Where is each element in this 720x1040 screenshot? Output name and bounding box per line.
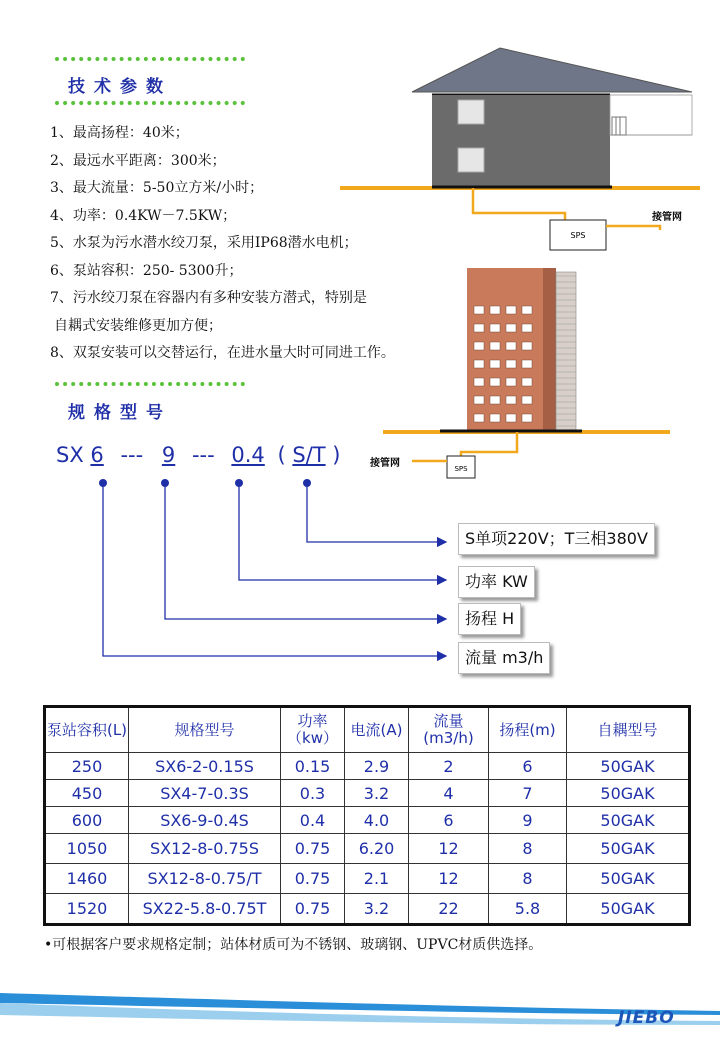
table-cell: 6.20 bbox=[345, 834, 409, 864]
footer-wave bbox=[0, 985, 720, 1040]
table-cell: 1050 bbox=[45, 834, 129, 864]
model-head: 9 bbox=[161, 443, 176, 467]
table-cell: 50GAK bbox=[567, 780, 690, 807]
table-row bbox=[45, 753, 690, 780]
spec-item: 4、功率：0.4KW－7.5KW； bbox=[50, 207, 237, 224]
model-sep: --- bbox=[120, 443, 144, 467]
table-cell: 3.2 bbox=[345, 894, 409, 925]
col-header: 功率（kw） bbox=[281, 707, 345, 753]
model-close: ) bbox=[332, 443, 341, 467]
table-row bbox=[45, 834, 690, 864]
table-cell: SX6-2-0.15S bbox=[129, 753, 281, 780]
building-pipe-label: 接管网 bbox=[370, 458, 400, 469]
legend-power: 功率 KW bbox=[458, 566, 535, 598]
legend-line-head bbox=[165, 484, 446, 619]
brand-logo: JIEBO bbox=[618, 1008, 675, 1028]
col-header: 流量(m3/h) bbox=[409, 707, 489, 753]
legend-line-power bbox=[239, 484, 446, 580]
table-cell: 6 bbox=[409, 807, 489, 834]
legend-dot bbox=[303, 479, 311, 487]
spec-item: 3、最大流量：5-50立方米/小时； bbox=[50, 180, 264, 196]
table-cell: SX22-5.8-0.75T bbox=[129, 894, 281, 925]
spec-item: 1、最高扬程：40米； bbox=[50, 125, 189, 141]
table-cell: 9 bbox=[489, 807, 567, 834]
table-cell: 4.0 bbox=[345, 807, 409, 834]
model-prefix: SX bbox=[56, 443, 84, 467]
model-flow: 6 bbox=[90, 443, 104, 467]
spec-item: 自耦式安装维修更加方便； bbox=[54, 317, 222, 334]
footnote: •可根据客户要求规格定制；站体材质可为不锈钢、玻璃钢、UPVC材质供选择。 bbox=[44, 937, 543, 953]
building-sps-label: SPS bbox=[454, 465, 468, 473]
table-cell: 0.75 bbox=[281, 894, 345, 925]
table-cell: 2.9 bbox=[345, 753, 409, 780]
table-cell: SX12-8-0.75S bbox=[129, 834, 281, 864]
spec-item: 5、水泵为污水潜水绞刀泵，采用IP68潜水电机； bbox=[50, 235, 358, 251]
col-header: 自耦型号 bbox=[567, 707, 690, 753]
table-header-row bbox=[45, 707, 690, 753]
table-cell: 50GAK bbox=[567, 834, 690, 864]
table-cell: 0.3 bbox=[281, 780, 345, 807]
legend-type: S单项220V；T三相380V bbox=[458, 523, 655, 555]
house-pipe-label: 接管网 bbox=[652, 212, 682, 223]
model-power: 0.4 bbox=[231, 443, 265, 467]
table-cell: 250 bbox=[45, 753, 129, 780]
spec-table bbox=[43, 705, 691, 926]
model-sep: --- bbox=[191, 443, 215, 467]
table-cell: 6 bbox=[489, 753, 567, 780]
table-cell: 1460 bbox=[45, 864, 129, 894]
house-sps-label: SPS bbox=[570, 231, 586, 240]
table-cell: 1520 bbox=[45, 894, 129, 925]
table-cell: 5.8 bbox=[489, 894, 567, 925]
table-row bbox=[45, 894, 690, 925]
model-title: 规格型号 bbox=[68, 403, 172, 423]
table-cell: 50GAK bbox=[567, 864, 690, 894]
spec-item: 7、污水绞刀泵在容器内有多种安装方潜式，特别是 bbox=[50, 290, 367, 306]
table-cell: 22 bbox=[409, 894, 489, 925]
table-cell: 2.1 bbox=[345, 864, 409, 894]
tech-params-title: 技术参数 bbox=[68, 77, 172, 97]
table-cell: 50GAK bbox=[567, 753, 690, 780]
col-header: 电流(A) bbox=[345, 707, 409, 753]
table-cell: 50GAK bbox=[567, 807, 690, 834]
legend-flow: 流量 m3/h bbox=[458, 642, 550, 674]
legend-dot bbox=[235, 479, 243, 487]
table-cell: 12 bbox=[409, 834, 489, 864]
spec-item: 6、泵站容积：250- 5300升； bbox=[50, 262, 243, 279]
table-cell: 0.15 bbox=[281, 753, 345, 780]
table-cell: 450 bbox=[45, 780, 129, 807]
table-row bbox=[45, 807, 690, 834]
col-header: 泵站容积(L) bbox=[45, 707, 129, 753]
model-open: ( bbox=[277, 443, 286, 467]
table-row bbox=[45, 780, 690, 807]
table-cell: 7 bbox=[489, 780, 567, 807]
col-header: 扬程(m) bbox=[489, 707, 567, 753]
legend-line-type bbox=[307, 484, 446, 542]
table-cell: 2 bbox=[409, 753, 489, 780]
table-cell: 8 bbox=[489, 864, 567, 894]
table-cell: 3.2 bbox=[345, 780, 409, 807]
spec-item: 2、最远水平距离：300米； bbox=[50, 152, 226, 169]
col-header: 规格型号 bbox=[129, 707, 281, 753]
table-cell: 50GAK bbox=[567, 894, 690, 925]
model-type: S/T bbox=[292, 443, 326, 467]
legend-head: 扬程 H bbox=[458, 603, 521, 635]
legend-dot bbox=[99, 479, 107, 487]
table-cell: SX6-9-0.4S bbox=[129, 807, 281, 834]
legend-line-flow bbox=[103, 484, 446, 656]
table-cell: 12 bbox=[409, 864, 489, 894]
table-cell: 600 bbox=[45, 807, 129, 834]
table-cell: 8 bbox=[489, 834, 567, 864]
table-cell: SX12-8-0.75/T bbox=[129, 864, 281, 894]
table-cell: SX4-7-0.3S bbox=[129, 780, 281, 807]
table-cell: 4 bbox=[409, 780, 489, 807]
table-cell: 0.75 bbox=[281, 864, 345, 894]
table-cell: 0.75 bbox=[281, 834, 345, 864]
table-row bbox=[45, 864, 690, 894]
spec-item: 8、双泵安装可以交替运行，在进水量大时可同进工作。 bbox=[50, 345, 395, 361]
table-cell: 0.4 bbox=[281, 807, 345, 834]
legend-dot bbox=[161, 479, 169, 487]
